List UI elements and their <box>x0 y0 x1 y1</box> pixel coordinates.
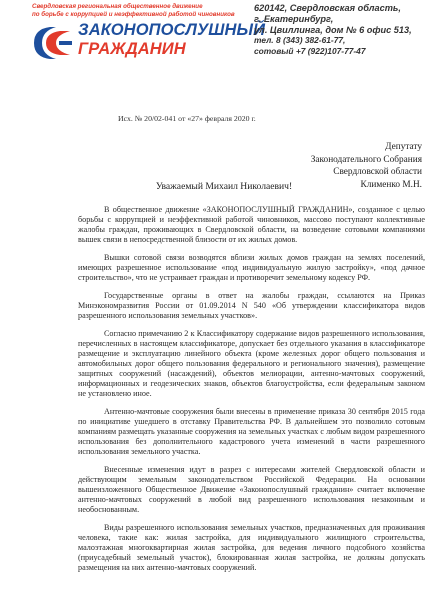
body-paragraph: Виды разрешенного использования земельных участков, предназначенных для проживания человека, такие как: жилая застройка, для индивидуального жилищного строительства, малоэтажная многоквартирная жилая застройка, для ведения личного подсобного хозяйства (приусадебный земельный участок), блокированная жилая застройка, не должны допускать размещения на них антенно-мачтовых сооружений. <box>78 523 425 573</box>
organization-subtitle-line2: по борьбе с коррупцией и неэффективной работой чиновников <box>32 11 235 18</box>
addressee-line: Свердловской области <box>333 167 422 177</box>
outgoing-number: Исх. № 20/02-041 от «27» февраля 2020 г. <box>118 114 256 123</box>
body-paragraph: Антенно-мачтовые сооружения были внесены в применение приказа 30 сентября 2015 года по инициативе ушедшего в отставку Правительства РФ. В дальнейшем это позволило сотовым компаниям размещать указанные сооружения на земельных участках с любым видом разрешенного использования без дополнительного кадастрового учета изменений в части разрешенного использования земельного участка. <box>78 406 425 457</box>
contact-line: 620142, Свердловская область, <box>254 3 401 13</box>
body-paragraph: В общественное движение «ЗАКОНОПОСЛУШНЫЙ ГРАЖДАНИН», созданное с целью борьбы с коррупцией и неэффективной работой чиновников, массово поступают коллективные жалобы граждан, проживающих в Свердловской области, на возведение сотовыми компаниями вышек связи в непосредственной близости от их жилых домов. <box>78 205 425 245</box>
contact-line: ул. Цвиллинга, дом № 6 офис 513, <box>254 24 412 35</box>
body-paragraph: Согласно примечанию 2 к Классификатору содержание видов разрешенного использования, перечисленных в настоящем классификаторе, допускает без отдельного указания в классификаторе размещение и эксплуатацию линейного объекта (кроме железных дорог общего пользования и автомобильных дорог общего пользования федерального и регионального значения), размещение защитных сооружений (насаждений), объектов мелиорации, антенно-мачтовых сооружений, информационных и геодезических знаков, объектов благоустройства, если федеральным законом не установлено иное. <box>78 328 425 399</box>
body-paragraph: Вышки сотовой связи возводятся вблизи жилых домов граждан на землях поселений, имеющих разрешенное использование «под индивидуальную жилую застройку», «под дачное строительство», что не устраивает граждан и противоречит земельному кодексу РФ. <box>78 252 425 283</box>
organization-subtitle <box>32 3 247 19</box>
greeting: Уважаемый Михаил Николаевич! <box>155 181 293 192</box>
contact-mobile: сотовый +7 (922)107-77-47 <box>254 46 366 57</box>
body-paragraph: Государственные органы в ответ на жалобы граждан, ссылаются на Приказ Минэкономразвития России от 01.09.2014 N 540 «Об утверждении классификатора видов разрешенного использования земельных участков». <box>78 290 425 321</box>
contact-line: г. Екатеринбург, <box>254 13 334 24</box>
body-paragraph: Внесенные изменения идут в разрез с интересами жителей Свердловской области и действующим земельным законодательством Российской Федерации. На основании вышеизложенного Общественное Движение «Законопослушный гражданин» считает включение антенно-мачтовых сооружений в любой вид разрешенного использования незаконным и необоснованным. <box>78 465 425 515</box>
brand-line1: ЗАКОНОПОСЛУШНЫЙ <box>78 21 266 39</box>
contact-phone: тел. 8 (343) 382-61-77, <box>254 35 346 46</box>
contact-block <box>254 3 444 57</box>
organization-brand-name <box>78 21 265 59</box>
brand-line2: ГРАЖДАНИН <box>78 40 186 58</box>
letter-body <box>78 205 425 581</box>
addressee-line: Депутату <box>385 142 422 152</box>
addressee-line: Законодательного Собрания <box>310 154 422 165</box>
addressee-line: Клименко М.Н. <box>360 179 422 190</box>
organization-subtitle-line1: Свердловская региональная общественное движение <box>32 3 203 10</box>
organization-logo-icon <box>30 23 74 63</box>
